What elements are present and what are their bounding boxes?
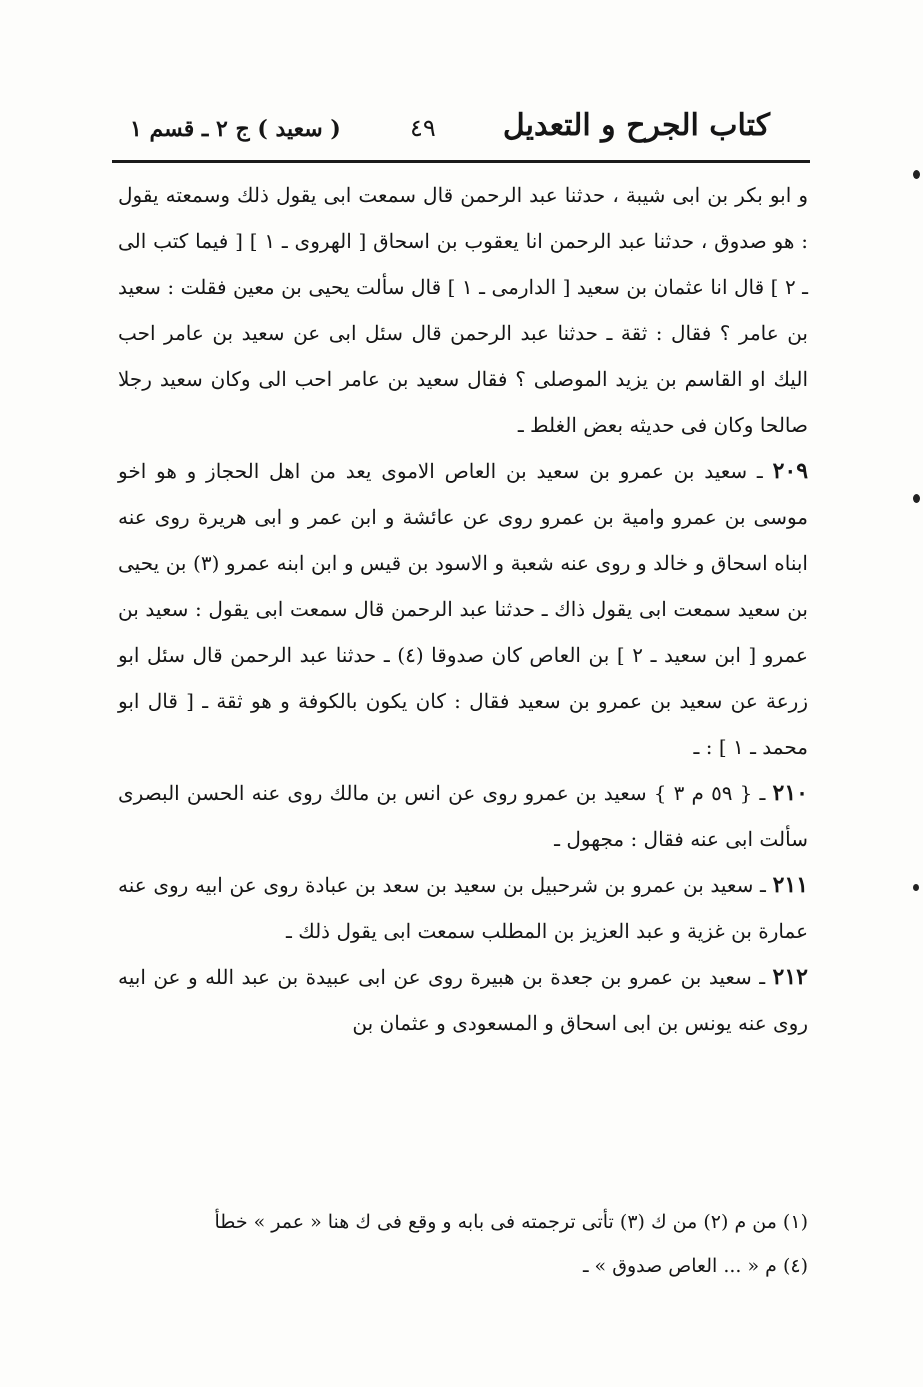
entry-211 (118, 862, 808, 954)
entry-number: ٢١٢ (772, 964, 808, 990)
section-label: ( سعيد ) ج ٢ ـ قسم ١ (130, 116, 341, 142)
book-title: كتاب الجرح و التعديل (502, 108, 770, 143)
margin-mark (913, 884, 919, 891)
header-rule (112, 160, 810, 163)
entry-text: ـ سعيد بن عمرو بن شرحبيل بن سعيد بن سعد بن عبادة روى عن ابيه روى عنه عمارة بن غزية و عبد العزيز بن المطلب سمعت ابى يقول ذلك ـ (118, 873, 808, 943)
footnote-line: (٤) م « ... العاص صدوق » ـ (582, 1255, 808, 1277)
entry-number: ٢١٠ (772, 780, 808, 806)
page-header (110, 100, 770, 150)
entry-number: ٢٠٩ (772, 458, 809, 484)
margin-mark (913, 170, 920, 179)
continuation-paragraph: و ابو بكر بن ابى شيبة ، حدثنا عبد الرحمن قال سمعت ابى يقول ذلك وسمعته يقول : هو صدوق ، حدثنا عبد الرحمن انا يعقوب بن اسحاق [ الهروى ـ ١ ] [ فيما كتب الى ـ ٢ ] قال انا عثمان بن سعيد [ الدارمى ـ ١ ] قال سألت يحيى بن معين فقلت : سعيد بن عامر ؟ فقال : ثقة ـ حدثنا عبد الرحمن قال سئل ابى عن سعيد بن عامر احب اليك او القاسم بن يزيد الموصلى ؟ فقال سعيد بن عامر احب الى وكان سعيد رجلا صالحا وكان فى حديثه بعض الغلط ـ (118, 183, 809, 437)
footnote-line: (١) من م (٢) من ك (٣) تأتى ترجمته فى بابه و وقع فى ك هنا « عمر » خطأ (214, 1211, 808, 1233)
entry-text: ـ { ٥٩ م ٣ } سعيد بن عمرو روى عن انس بن مالك روى عنه الحسن البصرى سألت ابى عنه فقال : مجهول ـ (118, 781, 808, 851)
margin-mark (913, 494, 920, 503)
entry-number: ٢١١ (772, 872, 809, 898)
footnotes (118, 1200, 808, 1288)
main-text (118, 172, 808, 1046)
entry-text: ـ سعيد بن عمرو بن جعدة بن هبيرة روى عن ابى عبيدة بن عبد الله و عن ابيه روى عنه يونس بن ابى اسحاق و المسعودى و عثمان بن (118, 965, 808, 1035)
entry-209 (118, 448, 808, 770)
page-number: ٤٩ (410, 114, 436, 142)
entry-210 (118, 770, 808, 862)
entry-212 (118, 954, 808, 1046)
entry-text: ـ سعيد بن عمرو بن سعيد بن العاص الاموى يعد من اهل الحجاز و هو اخو موسى بن عمرو وامية بن عمرو روى عن عائشة و ابن عمر و ابى هريرة روى عنه ابناه اسحاق و خالد و روى عنه شعبة و الاسود بن قيس و ابن ابنه عمرو (٣) بن يحيى بن سعيد سمعت ابى يقول ذاك ـ حدثنا عبد الرحمن قال سمعت ابى يقول : سعيد بن عمرو [ ابن سعيد ـ ٢ ] بن العاص كان صدوقا (٤) ـ حدثنا عبد الرحمن قال سئل ابو زرعة عن سعيد بن عمرو بن سعيد فقال : كان يكون بالكوفة و هو ثقة ـ [ قال ابو محمد ـ ١ ] : ـ (118, 459, 808, 759)
